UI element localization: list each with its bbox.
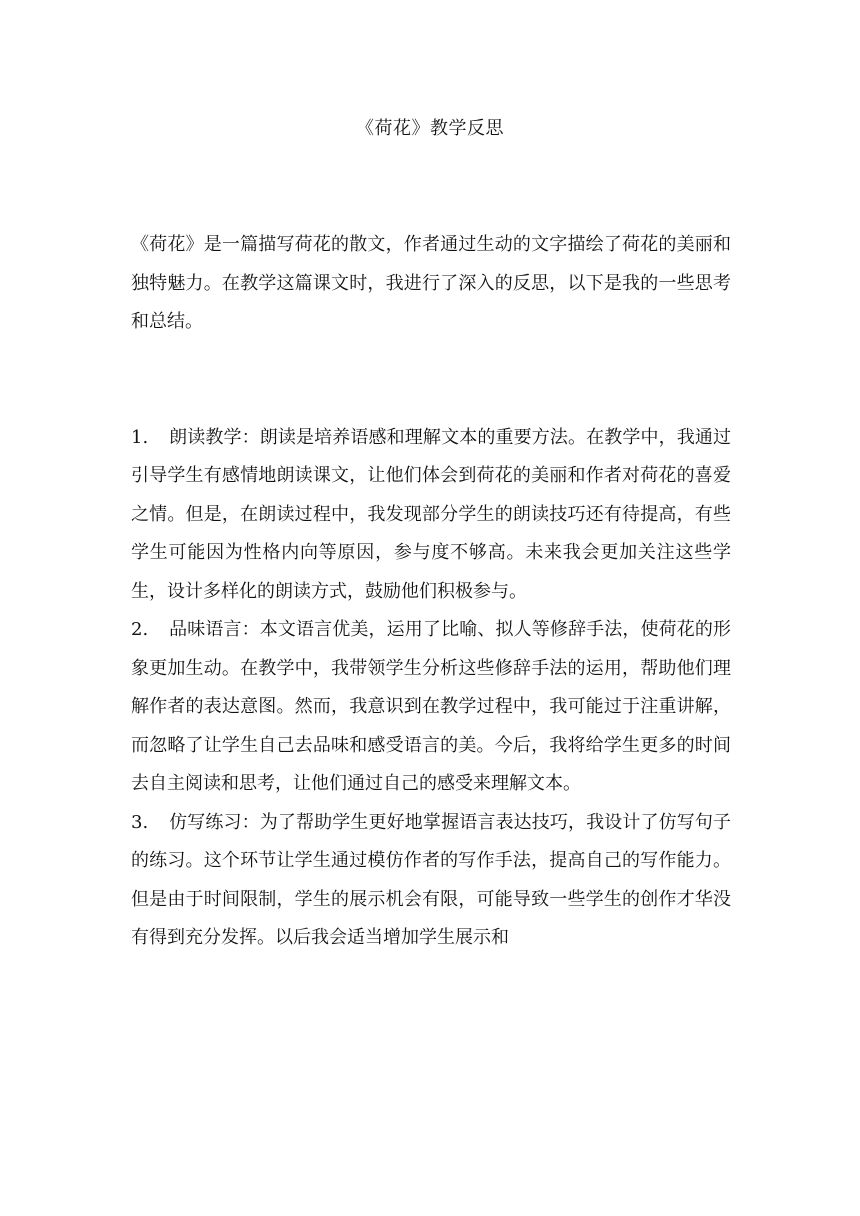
document-title: 《荷花》教学反思: [356, 118, 504, 139]
list-item-text: 朗读教学：朗读是培养语感和理解文本的重要方法。在教学中，我通过引导学生有感情地朗读课文，让他们体会到荷花的美丽和作者对荷花的喜爱之情。但是，在朗读过程中，我发现部分学生的朗读技巧还有待提高，有些学生可能因为性格内向等原因，参与度不够高。未来我会更加关注这些学生，设计多样化的朗读方式，鼓励他们积极参与。: [131, 426, 731, 602]
intro-paragraph: 《荷花》是一篇描写荷花的散文，作者通过生动的文字描绘了荷花的美丽和独特魅力。在教学这篇课文时，我进行了深入的反思，以下是我的一些思考和总结。: [131, 234, 731, 332]
list-item-number: 1.: [131, 426, 149, 448]
list-item-text: 品味语言：本文语言优美，运用了比喻、拟人等修辞手法，使荷花的形象更加生动。在教学中，我带领学生分析这些修辞手法的运用，帮助他们理解作者的表达意图。然而，我意识到在教学过程中，我可能过于注重讲解，而忽略了让学生自己去品味和感受语言的美。今后，我将给学生更多的时间去自主阅读和思考，让他们通过自己的感受来理解文本。: [131, 619, 731, 794]
list-item-number: 3.: [131, 811, 149, 833]
list-item-number: 2.: [131, 619, 149, 640]
list-item-1: [131, 419, 731, 612]
paragraph-gap: [131, 342, 731, 419]
list-item-text: 仿写练习：为了帮助学生更好地掌握语言表达技巧，我设计了仿写句子的练习。这个环节让学生通过模仿作者的写作手法，提高自己的写作能力。但是由于时间限制，学生的展示机会有限，可能导致一些学生的创作才华没有得到充分发挥。以后我会适当增加学生展示和: [131, 811, 731, 948]
document-body: [131, 226, 731, 958]
list-item-2: [131, 611, 731, 804]
list-item-3: [131, 804, 731, 958]
